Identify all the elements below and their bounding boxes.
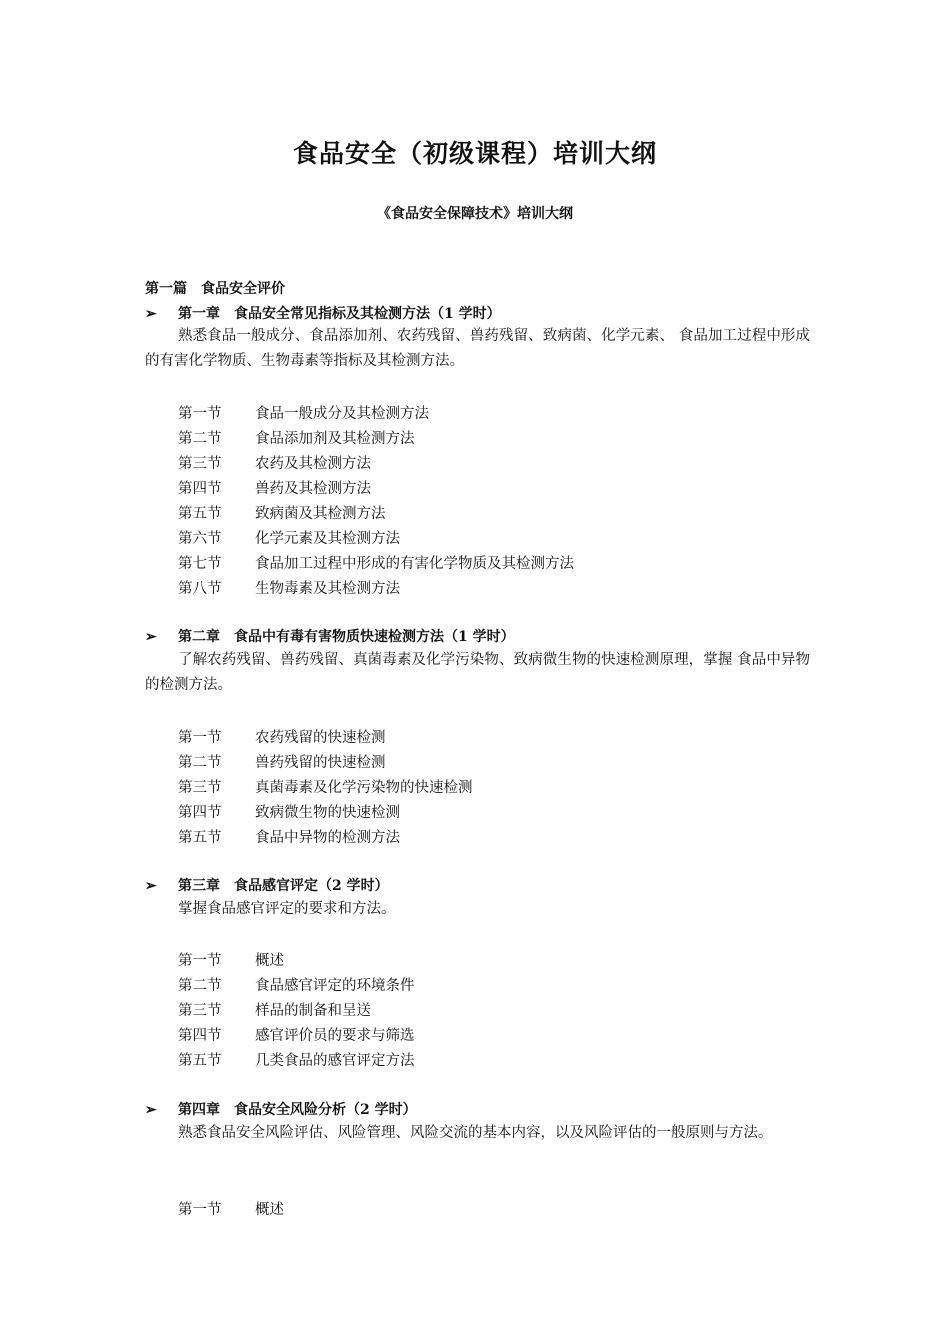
section-item [178, 402, 429, 423]
section-name: 食品中异物的检测方法 [255, 830, 400, 846]
section-name: 兽药及其检测方法 [255, 481, 371, 497]
section-name: 食品加工过程中形成的有害化学物质及其检测方法 [255, 556, 574, 572]
section-name: 农药残留的快速检测 [255, 730, 386, 746]
section-number: 第五节 [178, 1053, 222, 1069]
part-label: 第一篇 [145, 281, 187, 297]
section-number: 第一节 [178, 1202, 222, 1218]
chapter-description: 熟悉食品一般成分、食品添加剂、农药残留、兽药残留、致病菌、化学元素、 食品加工过程中形成的有害化学物质、生物毒素等指标及其检测方法。 [145, 328, 810, 369]
section-number: 第六节 [178, 531, 222, 547]
chapter-heading [145, 875, 389, 895]
chapter-name: 食品安全常见指标及其检测方法（1 学时） [234, 306, 501, 322]
section-number: 第三节 [178, 780, 222, 796]
section-item [178, 776, 473, 797]
section-item [178, 801, 400, 822]
section-item [178, 726, 386, 747]
section-number: 第三节 [178, 1003, 222, 1019]
section-item [178, 1198, 284, 1219]
section-name: 生物毒素及其检测方法 [255, 581, 400, 597]
section-number: 第四节 [178, 481, 222, 497]
chapter-label: 第四章 [178, 1102, 220, 1118]
section-item [178, 552, 574, 573]
section-number: 第一节 [178, 953, 222, 969]
section-number: 第二节 [178, 431, 222, 447]
bullet-arrow-icon: ➢ [145, 306, 157, 322]
chapter-name: 食品感官评定（2 学时） [234, 878, 389, 894]
section-name: 感官评价员的要求与筛选 [255, 1028, 415, 1044]
section-number: 第二节 [178, 755, 222, 771]
section-name: 致病菌及其检测方法 [255, 506, 386, 522]
part-heading [145, 278, 285, 298]
section-name: 真菌毒素及化学污染物的快速检测 [255, 780, 473, 796]
section-name: 兽药残留的快速检测 [255, 755, 386, 771]
section-number: 第五节 [178, 830, 222, 846]
section-number: 第一节 [178, 730, 222, 746]
section-item [178, 974, 415, 995]
section-number: 第一节 [178, 406, 222, 422]
section-name: 概述 [255, 953, 284, 969]
section-number: 第五节 [178, 506, 222, 522]
section-item [178, 527, 400, 548]
chapter-description: 了解农药残留、兽药残留、真菌毒素及化学污染物、致病微生物的快速检测原理，掌握 食品中异物的检测方法。 [145, 652, 810, 693]
section-name: 样品的制备和呈送 [255, 1003, 371, 1019]
document-title: 食品安全（初级课程）培训大纲 [292, 139, 657, 168]
document-subtitle: 《食品安全保障技术》培训大纲 [377, 206, 573, 222]
chapter-name: 食品中有毒有害物质快速检测方法（1 学时） [234, 629, 515, 645]
bullet-arrow-icon: ➢ [145, 1102, 157, 1118]
section-item [178, 427, 415, 448]
section-item [178, 999, 371, 1020]
section-name: 食品添加剂及其检测方法 [255, 431, 415, 447]
chapter-heading [145, 303, 501, 323]
section-item [178, 1024, 415, 1045]
section-name: 食品感官评定的环境条件 [255, 978, 415, 994]
section-name: 致病微生物的快速检测 [255, 805, 400, 821]
chapter-heading [145, 626, 515, 646]
section-item [178, 1049, 415, 1070]
section-name: 农药及其检测方法 [255, 456, 371, 472]
section-name: 概述 [255, 1202, 284, 1218]
section-name: 食品一般成分及其检测方法 [255, 406, 429, 422]
bullet-arrow-icon: ➢ [145, 878, 157, 894]
section-item [178, 477, 371, 498]
chapter-description: 掌握食品感官评定的要求和方法。 [178, 901, 396, 917]
section-item [178, 577, 400, 598]
section-item [178, 949, 284, 970]
chapter-heading [145, 1099, 417, 1119]
chapter-label: 第二章 [178, 629, 220, 645]
bullet-arrow-icon: ➢ [145, 629, 157, 645]
section-number: 第八节 [178, 581, 222, 597]
part-name: 食品安全评价 [201, 281, 285, 297]
section-number: 第三节 [178, 456, 222, 472]
section-number: 第四节 [178, 1028, 222, 1044]
section-item [178, 826, 400, 847]
chapter-name: 食品安全风险分析（2 学时） [234, 1102, 417, 1118]
section-item [178, 502, 386, 523]
chapter-label: 第一章 [178, 306, 220, 322]
section-name: 化学元素及其检测方法 [255, 531, 400, 547]
section-item [178, 751, 386, 772]
section-number: 第七节 [178, 556, 222, 572]
section-name: 几类食品的感官评定方法 [255, 1053, 415, 1069]
section-item [178, 452, 371, 473]
section-number: 第二节 [178, 978, 222, 994]
chapter-description: 熟悉食品安全风险评估、风险管理、风险交流的基本内容，以及风险评估的一般原则与方法。 [178, 1125, 773, 1141]
section-number: 第四节 [178, 805, 222, 821]
chapter-label: 第三章 [178, 878, 220, 894]
